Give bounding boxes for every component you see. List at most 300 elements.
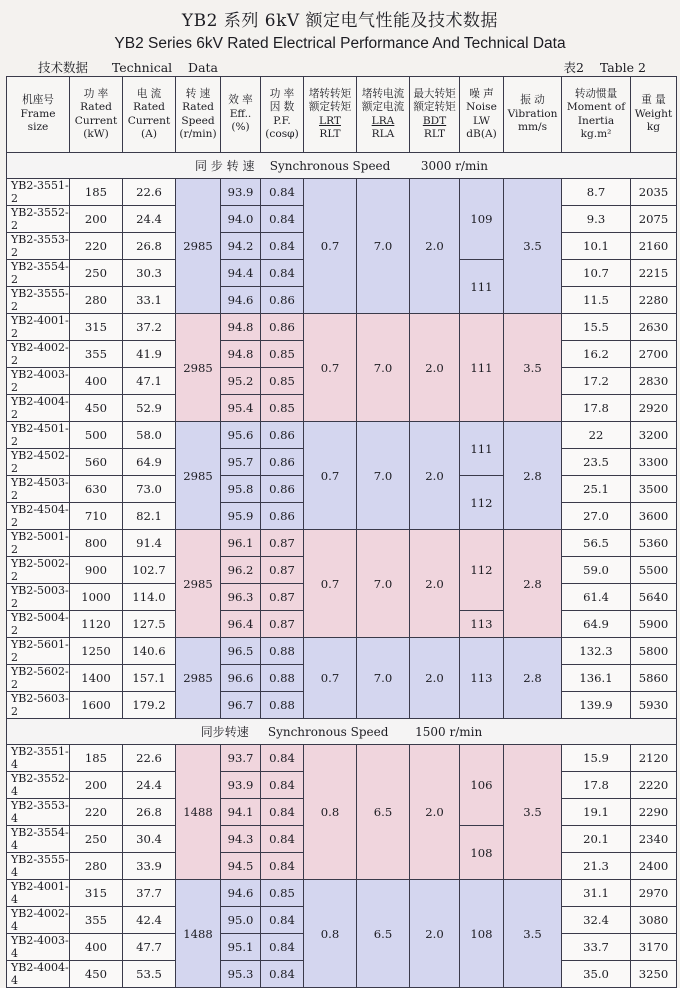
header-line: 振 动 <box>520 94 545 107</box>
cell-power-factor: 0.84 <box>261 961 304 988</box>
cell-power: 355 <box>70 907 123 934</box>
cell-speed: 2985 <box>176 638 221 719</box>
header-line: Current <box>74 114 118 127</box>
header-line: mm/s <box>517 121 548 134</box>
cell-frame-size: YB2-5001-2 <box>7 530 70 557</box>
cell-inertia: 17.2 <box>562 368 631 395</box>
cell-lrt: 0.7 <box>304 314 357 422</box>
cell-power: 280 <box>70 287 123 314</box>
section-label: 同步转速 Synchronous Speed 1500 r/min <box>7 719 677 745</box>
cell-current: 157.1 <box>123 665 176 692</box>
cell-inertia: 23.5 <box>562 449 631 476</box>
cell-power: 1120 <box>70 611 123 638</box>
cell-power: 315 <box>70 880 123 907</box>
cell-inertia: 132.3 <box>562 638 631 665</box>
header-line: 堵转转矩 <box>308 87 352 100</box>
page-title-cn: YB2 系列 6kV 额定电气性能及技术数据 <box>181 11 499 31</box>
cell-current: 102.7 <box>123 557 176 584</box>
cell-frame-size: YB2-4001-4 <box>7 880 70 907</box>
cell-inertia: 59.0 <box>562 557 631 584</box>
cell-weight: 3500 <box>631 476 677 503</box>
cell-current: 64.9 <box>123 449 176 476</box>
cell-power: 1600 <box>70 692 123 719</box>
cell-weight: 3300 <box>631 449 677 476</box>
cell-power: 220 <box>70 799 123 826</box>
header-line: Frame <box>20 107 56 120</box>
cell-weight: 2290 <box>631 799 677 826</box>
cell-current: 30.4 <box>123 826 176 853</box>
table-row <box>7 880 677 907</box>
cell-current: 26.8 <box>123 233 176 260</box>
cell-weight: 3600 <box>631 503 677 530</box>
cell-efficiency: 96.2 <box>221 557 261 584</box>
cell-power-factor: 0.84 <box>261 260 304 287</box>
table-header-row <box>7 77 677 153</box>
cell-bdt: 2.0 <box>410 638 460 719</box>
cell-noise: 111 <box>460 260 504 314</box>
cell-inertia: 21.3 <box>562 853 631 880</box>
cell-vibration: 3.5 <box>504 880 562 988</box>
cell-current: 33.9 <box>123 853 176 880</box>
header-line: Vibration <box>507 107 558 120</box>
cell-inertia: 17.8 <box>562 395 631 422</box>
table-row <box>7 638 677 665</box>
cell-inertia: 15.9 <box>562 745 631 772</box>
cell-power-factor: 0.84 <box>261 233 304 260</box>
cell-efficiency: 95.2 <box>221 368 261 395</box>
cell-power-factor: 0.86 <box>261 476 304 503</box>
cell-power: 400 <box>70 368 123 395</box>
cell-power-factor: 0.86 <box>261 503 304 530</box>
cell-weight: 2920 <box>631 395 677 422</box>
cell-current: 37.7 <box>123 880 176 907</box>
header-line: 效 率 <box>228 94 253 107</box>
table-row <box>7 530 677 557</box>
cell-efficiency: 94.8 <box>221 341 261 368</box>
header-line: Rated <box>133 101 165 113</box>
cell-power: 280 <box>70 853 123 880</box>
table-row <box>7 422 677 449</box>
header-vibration <box>504 77 562 153</box>
cell-power-factor: 0.87 <box>261 557 304 584</box>
header-line: 堵转电流 <box>361 87 405 100</box>
cell-power-factor: 0.88 <box>261 692 304 719</box>
cell-inertia: 16.2 <box>562 341 631 368</box>
header-line: (%) <box>231 121 250 134</box>
cell-efficiency: 95.0 <box>221 907 261 934</box>
cell-efficiency: 94.6 <box>221 287 261 314</box>
cell-frame-size: YB2-4003-2 <box>7 368 70 395</box>
cell-weight: 2220 <box>631 772 677 799</box>
cell-power: 185 <box>70 179 123 206</box>
cell-bdt: 2.0 <box>410 422 460 530</box>
cell-noise: 111 <box>460 314 504 422</box>
cell-weight: 5500 <box>631 557 677 584</box>
cell-efficiency: 95.8 <box>221 476 261 503</box>
cell-weight: 2630 <box>631 314 677 341</box>
cell-current: 114.0 <box>123 584 176 611</box>
cell-weight: 2120 <box>631 745 677 772</box>
cell-efficiency: 93.9 <box>221 772 261 799</box>
cell-efficiency: 95.1 <box>221 934 261 961</box>
cell-inertia: 35.0 <box>562 961 631 988</box>
cell-power: 900 <box>70 557 123 584</box>
cell-frame-size: YB2-3555-2 <box>7 287 70 314</box>
cell-weight: 2340 <box>631 826 677 853</box>
cell-weight: 5640 <box>631 584 677 611</box>
cell-frame-size: YB2-3554-4 <box>7 826 70 853</box>
cell-lrt: 0.7 <box>304 422 357 530</box>
cell-inertia: 17.8 <box>562 772 631 799</box>
cell-inertia: 22 <box>562 422 631 449</box>
cell-frame-size: YB2-4004-4 <box>7 961 70 988</box>
cell-power: 450 <box>70 961 123 988</box>
cell-current: 22.6 <box>123 745 176 772</box>
header-weight <box>631 77 677 153</box>
cell-inertia: 56.5 <box>562 530 631 557</box>
header-line: RLA <box>371 128 395 140</box>
cell-efficiency: 96.4 <box>221 611 261 638</box>
cell-current: 47.1 <box>123 368 176 395</box>
cell-power-factor: 0.85 <box>261 341 304 368</box>
cell-noise: 113 <box>460 611 504 638</box>
cell-efficiency: 93.7 <box>221 745 261 772</box>
section-label: 同 步 转 速 Synchronous Speed 3000 r/min <box>7 153 677 179</box>
cell-weight: 5900 <box>631 611 677 638</box>
cell-vibration: 2.8 <box>504 422 562 530</box>
cell-bdt: 2.0 <box>410 314 460 422</box>
header-line: 额定转矩 <box>308 101 352 113</box>
header-power-factor <box>261 77 304 153</box>
header-frame-size <box>7 77 70 153</box>
cell-power: 800 <box>70 530 123 557</box>
cell-frame-size: YB2-4502-2 <box>7 449 70 476</box>
cell-current: 47.7 <box>123 934 176 961</box>
cell-power-factor: 0.84 <box>261 907 304 934</box>
cell-efficiency: 94.5 <box>221 853 261 880</box>
page-title-en: YB2 Series 6kV Rated Electrical Performance And Technical Data <box>114 35 566 52</box>
cell-lra: 6.5 <box>357 880 410 988</box>
header-current <box>123 77 176 153</box>
cell-lra: 7.0 <box>357 530 410 638</box>
cell-efficiency: 96.3 <box>221 584 261 611</box>
table-body <box>7 153 677 988</box>
cell-lrt: 0.7 <box>304 530 357 638</box>
cell-inertia: 11.5 <box>562 287 631 314</box>
cell-current: 37.2 <box>123 314 176 341</box>
cell-efficiency: 94.1 <box>221 799 261 826</box>
header-line: 功 率 <box>269 87 295 100</box>
header-line: 额定转矩 <box>413 101 456 113</box>
cell-power-factor: 0.86 <box>261 449 304 476</box>
cell-speed: 1488 <box>176 745 221 880</box>
cell-lrt: 0.8 <box>304 745 357 880</box>
header-lra <box>357 77 410 153</box>
cell-power-factor: 0.88 <box>261 665 304 692</box>
cell-current: 26.8 <box>123 799 176 826</box>
header-line: 重 量 <box>641 94 666 107</box>
cell-frame-size: YB2-3552-4 <box>7 772 70 799</box>
cell-current: 53.5 <box>123 961 176 988</box>
cell-weight: 2035 <box>631 179 677 206</box>
cell-power: 1000 <box>70 584 123 611</box>
subtitle-technical-data: 技术数据 Technical Data <box>38 60 218 75</box>
cell-power: 1250 <box>70 638 123 665</box>
cell-efficiency: 96.1 <box>221 530 261 557</box>
cell-weight: 3170 <box>631 934 677 961</box>
cell-current: 30.3 <box>123 260 176 287</box>
cell-noise: 112 <box>460 476 504 530</box>
header-line: (r/min) <box>179 128 217 140</box>
cell-inertia: 139.9 <box>562 692 631 719</box>
cell-weight: 2830 <box>631 368 677 395</box>
cell-noise: 112 <box>460 530 504 611</box>
header-line: (cosφ) <box>265 128 299 140</box>
cell-lra: 7.0 <box>357 179 410 314</box>
header-line: (A) <box>141 128 157 140</box>
cell-current: 58.0 <box>123 422 176 449</box>
cell-efficiency: 94.6 <box>221 880 261 907</box>
cell-power-factor: 0.88 <box>261 638 304 665</box>
cell-efficiency: 94.0 <box>221 206 261 233</box>
cell-bdt: 2.0 <box>410 530 460 638</box>
cell-power-factor: 0.84 <box>261 745 304 772</box>
cell-efficiency: 93.9 <box>221 179 261 206</box>
header-inertia <box>562 77 631 153</box>
cell-vibration: 2.8 <box>504 638 562 719</box>
header-line: Weight <box>634 107 673 120</box>
cell-efficiency: 94.8 <box>221 314 261 341</box>
cell-power-factor: 0.87 <box>261 530 304 557</box>
cell-frame-size: YB2-3553-4 <box>7 799 70 826</box>
cell-frame-size: YB2-4002-2 <box>7 341 70 368</box>
cell-inertia: 33.7 <box>562 934 631 961</box>
table-row <box>7 745 677 772</box>
cell-power-factor: 0.87 <box>261 584 304 611</box>
cell-power-factor: 0.86 <box>261 287 304 314</box>
cell-frame-size: YB2-5603-2 <box>7 692 70 719</box>
cell-current: 140.6 <box>123 638 176 665</box>
cell-power: 710 <box>70 503 123 530</box>
cell-vibration: 2.8 <box>504 530 562 638</box>
cell-weight: 2970 <box>631 880 677 907</box>
table-row <box>7 179 677 206</box>
cell-lra: 6.5 <box>357 745 410 880</box>
header-line: 电 流 <box>136 87 162 100</box>
cell-inertia: 64.9 <box>562 611 631 638</box>
header-line: 因 数 <box>269 101 295 113</box>
cell-power-factor: 0.85 <box>261 368 304 395</box>
cell-power: 500 <box>70 422 123 449</box>
header-line: LRT <box>319 114 341 127</box>
cell-inertia: 8.7 <box>562 179 631 206</box>
cell-weight: 3080 <box>631 907 677 934</box>
cell-weight: 5860 <box>631 665 677 692</box>
cell-current: 24.4 <box>123 206 176 233</box>
cell-vibration: 3.5 <box>504 745 562 880</box>
cell-noise: 108 <box>460 880 504 988</box>
header-line: 噪 声 <box>469 87 494 100</box>
cell-bdt: 2.0 <box>410 880 460 988</box>
cell-efficiency: 94.2 <box>221 233 261 260</box>
header-line: Eff.. <box>229 107 252 120</box>
cell-weight: 3250 <box>631 961 677 988</box>
cell-lrt: 0.7 <box>304 638 357 719</box>
cell-efficiency: 96.5 <box>221 638 261 665</box>
cell-power-factor: 0.87 <box>261 611 304 638</box>
cell-weight: 5360 <box>631 530 677 557</box>
cell-weight: 2280 <box>631 287 677 314</box>
header-line: (kW) <box>83 128 109 140</box>
cell-speed: 2985 <box>176 422 221 530</box>
header-line: BDT <box>422 114 447 127</box>
cell-power-factor: 0.84 <box>261 934 304 961</box>
cell-noise: 108 <box>460 826 504 880</box>
header-line: dB(A) <box>466 128 497 140</box>
cell-frame-size: YB2-5002-2 <box>7 557 70 584</box>
cell-frame-size: YB2-3553-2 <box>7 233 70 260</box>
cell-efficiency: 95.7 <box>221 449 261 476</box>
subtitle-table-number: 表2 Table 2 <box>563 60 646 75</box>
section-row <box>7 153 677 179</box>
cell-speed: 2985 <box>176 530 221 638</box>
header-line: Current <box>127 114 171 127</box>
header-line: Moment of <box>566 101 626 113</box>
header-line: 功 率 <box>83 87 109 100</box>
cell-inertia: 15.5 <box>562 314 631 341</box>
header-line: Speed <box>181 114 215 127</box>
header-lrt <box>304 77 357 153</box>
cell-weight: 2075 <box>631 206 677 233</box>
cell-frame-size: YB2-5602-2 <box>7 665 70 692</box>
cell-power-factor: 0.84 <box>261 179 304 206</box>
cell-inertia: 31.1 <box>562 880 631 907</box>
cell-weight: 2215 <box>631 260 677 287</box>
cell-power-factor: 0.86 <box>261 422 304 449</box>
cell-power-factor: 0.85 <box>261 880 304 907</box>
cell-frame-size: YB2-4003-4 <box>7 934 70 961</box>
cell-weight: 2700 <box>631 341 677 368</box>
header-bdt <box>410 77 460 153</box>
cell-power-factor: 0.84 <box>261 826 304 853</box>
header-line: size <box>27 121 49 134</box>
header-line: kg <box>646 121 661 134</box>
cell-efficiency: 96.6 <box>221 665 261 692</box>
cell-noise: 109 <box>460 179 504 260</box>
header-line: kg.m² <box>580 128 612 140</box>
cell-current: 179.2 <box>123 692 176 719</box>
cell-inertia: 136.1 <box>562 665 631 692</box>
cell-noise: 111 <box>460 422 504 476</box>
cell-power: 630 <box>70 476 123 503</box>
cell-current: 42.4 <box>123 907 176 934</box>
cell-frame-size: YB2-5003-2 <box>7 584 70 611</box>
cell-current: 91.4 <box>123 530 176 557</box>
table-row <box>7 314 677 341</box>
cell-frame-size: YB2-4501-2 <box>7 422 70 449</box>
cell-frame-size: YB2-4504-2 <box>7 503 70 530</box>
cell-power: 450 <box>70 395 123 422</box>
cell-inertia: 32.4 <box>562 907 631 934</box>
cell-efficiency: 95.3 <box>221 961 261 988</box>
cell-power-factor: 0.85 <box>261 395 304 422</box>
cell-inertia: 9.3 <box>562 206 631 233</box>
cell-noise: 106 <box>460 745 504 826</box>
header-line: LRA <box>371 114 395 127</box>
cell-vibration: 3.5 <box>504 314 562 422</box>
cell-efficiency: 95.6 <box>221 422 261 449</box>
cell-frame-size: YB2-3554-2 <box>7 260 70 287</box>
cell-inertia: 25.1 <box>562 476 631 503</box>
cell-efficiency: 94.4 <box>221 260 261 287</box>
cell-current: 33.1 <box>123 287 176 314</box>
header-line: 机座号 <box>22 94 54 107</box>
cell-weight: 5930 <box>631 692 677 719</box>
header-line: Inertia <box>577 114 615 127</box>
cell-current: 22.6 <box>123 179 176 206</box>
cell-lra: 7.0 <box>357 422 410 530</box>
header-line: LW <box>472 114 490 127</box>
cell-frame-size: YB2-5004-2 <box>7 611 70 638</box>
cell-power: 560 <box>70 449 123 476</box>
cell-frame-size: YB2-4002-4 <box>7 907 70 934</box>
cell-power-factor: 0.84 <box>261 772 304 799</box>
cell-noise: 113 <box>460 638 504 719</box>
cell-lrt: 0.7 <box>304 179 357 314</box>
cell-efficiency: 95.4 <box>221 395 261 422</box>
cell-lra: 7.0 <box>357 314 410 422</box>
cell-power: 315 <box>70 314 123 341</box>
cell-speed: 2985 <box>176 179 221 314</box>
cell-weight: 3200 <box>631 422 677 449</box>
header-line: 转动惯量 <box>574 87 618 100</box>
cell-current: 73.0 <box>123 476 176 503</box>
header-efficiency <box>221 77 261 153</box>
cell-power: 220 <box>70 233 123 260</box>
cell-frame-size: YB2-3551-2 <box>7 179 70 206</box>
cell-frame-size: YB2-5601-2 <box>7 638 70 665</box>
header-line: Rated <box>182 101 214 113</box>
cell-frame-size: YB2-4004-2 <box>7 395 70 422</box>
cell-speed: 2985 <box>176 314 221 422</box>
cell-bdt: 2.0 <box>410 745 460 880</box>
cell-inertia: 10.7 <box>562 260 631 287</box>
cell-frame-size: YB2-3551-4 <box>7 745 70 772</box>
cell-power: 250 <box>70 260 123 287</box>
header-line: RLT <box>319 128 341 140</box>
header-line: 额定电流 <box>361 101 405 113</box>
cell-current: 127.5 <box>123 611 176 638</box>
cell-efficiency: 94.3 <box>221 826 261 853</box>
header-line: Noise <box>466 101 497 113</box>
cell-vibration: 3.5 <box>504 179 562 314</box>
cell-power: 185 <box>70 745 123 772</box>
cell-lrt: 0.8 <box>304 880 357 988</box>
header-line: P.F. <box>273 114 291 127</box>
cell-current: 41.9 <box>123 341 176 368</box>
header-power <box>70 77 123 153</box>
cell-power-factor: 0.84 <box>261 853 304 880</box>
header-line: Rated <box>80 101 112 113</box>
cell-current: 82.1 <box>123 503 176 530</box>
cell-inertia: 10.1 <box>562 233 631 260</box>
cell-weight: 2400 <box>631 853 677 880</box>
section-row <box>7 719 677 745</box>
header-line: 最大转矩 <box>413 87 456 100</box>
technical-data-table <box>6 76 677 988</box>
cell-power: 400 <box>70 934 123 961</box>
cell-power: 1400 <box>70 665 123 692</box>
